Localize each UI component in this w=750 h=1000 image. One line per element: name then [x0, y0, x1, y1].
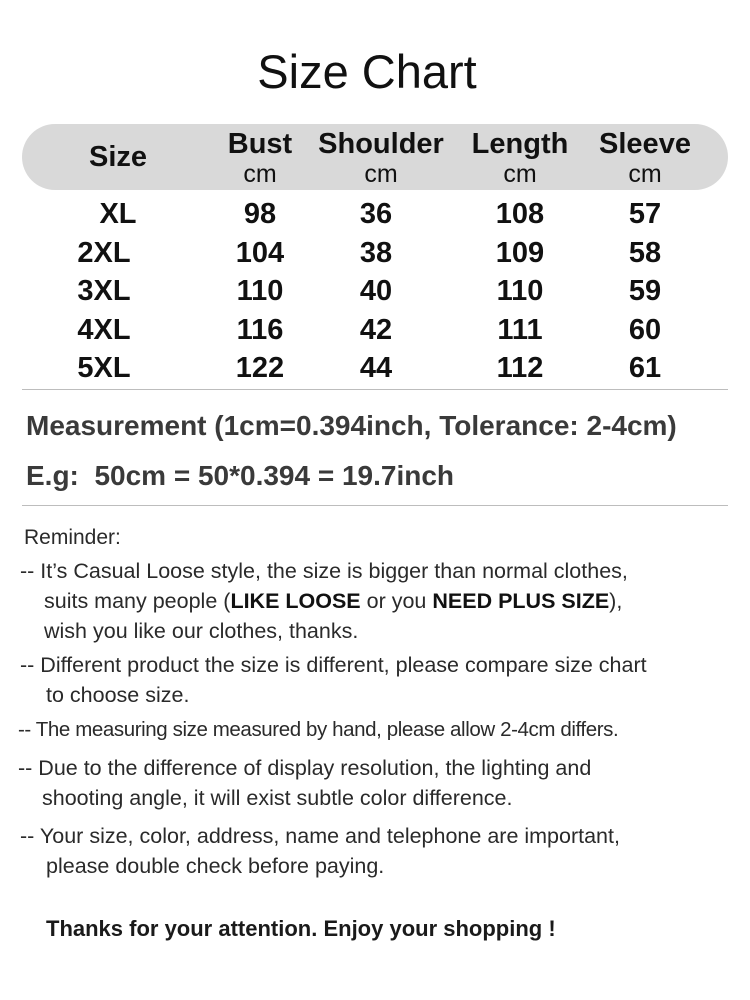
note-line: -- Due to the difference of display resolution, the lighting and — [18, 756, 592, 780]
page-title: Size Chart — [257, 45, 477, 98]
length-cell: 109 — [495, 236, 545, 269]
sleeve-cell: 58 — [628, 236, 662, 269]
column-unit: cm — [628, 160, 662, 188]
note-line: shooting angle, it will exist subtle color difference. — [42, 786, 513, 810]
emphasis-need-plus-size: NEED PLUS SIZE — [432, 589, 610, 613]
length-cell: 108 — [495, 198, 545, 230]
table-row — [0, 195, 750, 234]
note-line: -- It’s Casual Loose style, the size is bigger than normal clothes, — [20, 559, 628, 583]
shoulder-cell: 36 — [359, 198, 393, 230]
note-line: please double check before paying. — [46, 854, 385, 878]
length-cell: 111 — [497, 313, 543, 346]
reminder-note-3: -- The measuring size measured by hand, please allow 2-4cm differs. — [18, 718, 619, 741]
bust-cell: 116 — [236, 313, 284, 346]
divider-top — [22, 389, 728, 390]
bust-cell: 98 — [243, 198, 277, 230]
table-row — [0, 234, 750, 273]
bust-cell: 122 — [235, 352, 285, 384]
emphasis-like-loose: LIKE LOOSE — [230, 589, 361, 613]
note-text: or you — [360, 589, 433, 613]
column-unit: cm — [243, 160, 277, 188]
column-name: Shoulder — [318, 128, 444, 160]
column-name: Sleeve — [599, 128, 691, 160]
column-header-sleeve — [580, 128, 710, 188]
note-text: ), — [609, 589, 623, 613]
size-cell: 2XL — [77, 236, 131, 269]
table-row — [0, 272, 750, 311]
divider-bottom — [22, 505, 728, 506]
column-name: Bust — [227, 128, 293, 160]
shoulder-cell: 44 — [359, 352, 393, 384]
sleeve-cell: 61 — [628, 352, 662, 384]
size-table-body — [0, 195, 750, 388]
reminder-note-1 — [20, 556, 628, 646]
thanks-message: Thanks for your attention. Enjoy your shopping ! — [46, 916, 556, 941]
bust-cell: 110 — [236, 275, 284, 307]
sleeve-cell: 57 — [628, 198, 662, 230]
length-cell: 112 — [496, 352, 544, 384]
note-line: -- Different product the size is different, please compare size chart — [20, 653, 647, 677]
conversion-example: E.g: 50cm = 50*0.394 = 19.7inch — [26, 460, 455, 491]
note-line: to choose size. — [46, 683, 190, 707]
note-line: wish you like our clothes, thanks. — [44, 619, 359, 643]
note-text: suits many people ( — [44, 589, 231, 613]
size-cell: 5XL — [77, 352, 131, 384]
reminder-note-5 — [20, 821, 620, 881]
shoulder-cell: 38 — [359, 236, 393, 269]
length-cell: 110 — [496, 275, 544, 307]
note-line: -- Your size, color, address, name and telephone are important, — [20, 824, 620, 848]
size-cell: XL — [99, 198, 137, 230]
size-cell: 4XL — [77, 313, 131, 346]
size-column-header: Size — [88, 141, 148, 173]
sleeve-cell: 60 — [628, 313, 662, 346]
bust-cell: 104 — [235, 236, 285, 269]
reminder-note-4 — [18, 753, 591, 813]
table-row — [0, 349, 750, 388]
sleeve-cell: 59 — [628, 275, 662, 307]
shoulder-cell: 40 — [359, 275, 393, 307]
note-line — [20, 586, 628, 616]
column-unit: cm — [364, 160, 398, 188]
column-name: Length — [471, 128, 569, 160]
column-header-shoulder — [306, 128, 456, 188]
reminder-note-2 — [20, 650, 647, 710]
table-row — [0, 311, 750, 350]
column-unit: cm — [503, 160, 537, 188]
size-cell: 3XL — [77, 275, 131, 307]
reminder-label: Reminder: — [24, 526, 121, 549]
column-header-length — [455, 128, 585, 188]
shoulder-cell: 42 — [359, 313, 393, 346]
column-header-bust — [205, 128, 315, 188]
measurement-note: Measurement (1cm=0.394inch, Tolerance: 2-4cm) — [26, 410, 677, 441]
